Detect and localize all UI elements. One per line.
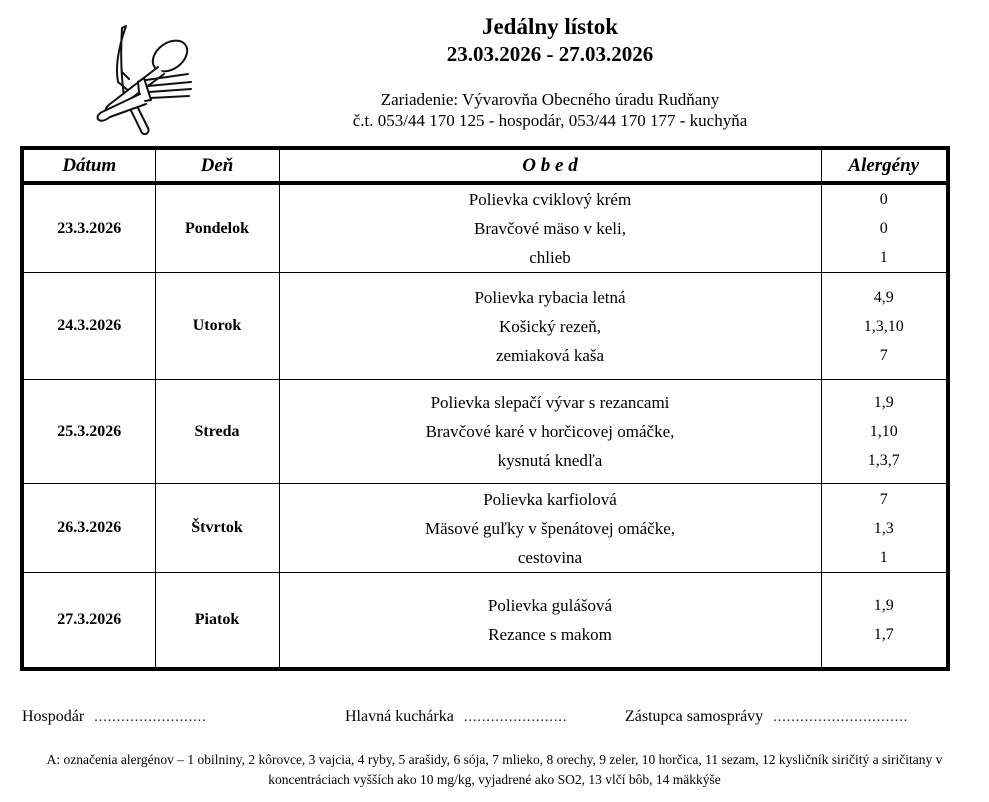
day-cell: Piatok xyxy=(155,573,279,669)
allergens-cell xyxy=(821,573,948,669)
allergen-line: 1 xyxy=(879,249,888,266)
dish-line: Bravčové karé v horčicovej omáčke, xyxy=(425,422,675,441)
allergen-note-line2: koncentráciach vyšších ako 10 mg/kg, vyjadrené ako SO2, 13 vlčí bôb, 14 mäkkýše xyxy=(268,772,721,787)
column-header-obed: O b e d xyxy=(279,148,821,183)
dish-line: kysnutá knedľa xyxy=(497,451,603,470)
signature-hlavna-kucharka xyxy=(345,708,567,726)
page-title: Jedálny lístok xyxy=(481,14,619,39)
table-row xyxy=(22,273,948,380)
column-header-datum: Dátum xyxy=(22,148,155,183)
allergen-line: 1,3,7 xyxy=(867,452,900,469)
facility-line: Zariadenie: Vývarovňa Obecného úradu Rudňany xyxy=(380,90,720,109)
menu-table xyxy=(20,146,950,671)
lunch-cell xyxy=(279,573,821,669)
allergen-line: 0 xyxy=(879,220,888,237)
dish-line: Polievka gulášová xyxy=(487,595,613,615)
dish-line: Polievka karfiolová xyxy=(483,489,617,509)
date-cell: 27.3.2026 xyxy=(22,573,155,669)
column-header-alergeny: Alergény xyxy=(821,148,948,183)
menu-date-range: 23.03.2026 - 27.03.2026 xyxy=(446,42,654,66)
lunch-cell xyxy=(279,183,821,273)
dish-line: Rezance s makom xyxy=(488,624,612,644)
date-cell: 26.3.2026 xyxy=(22,484,155,573)
allergens-cell xyxy=(821,484,948,573)
date-cell: 23.3.2026 xyxy=(22,183,155,273)
allergen-line: 1,7 xyxy=(873,625,894,643)
signature-label: Hlavná kuchárka xyxy=(345,708,454,725)
table-row xyxy=(22,183,948,273)
table-header-row xyxy=(22,148,948,183)
signature-dotted-line: ......................... xyxy=(94,710,207,725)
dish-line: Bravčové mäso v keli, xyxy=(473,219,626,238)
day-cell: Štvrtok xyxy=(155,484,279,573)
table-row xyxy=(22,380,948,484)
signature-label: Zástupca samosprávy xyxy=(625,708,764,725)
column-header-den: Deň xyxy=(155,148,279,183)
signature-zastupca-samospravy xyxy=(625,708,908,726)
allergen-note-line1: A: označenia alergénov – 1 obilniny, 2 kôrovce, 3 vajcia, 4 ryby, 5 arašidy, 6 sója, 7 mlieko, 8 orechy, 9 zeler, 10 horčica, 11 sezam, 12 kysličník siričitý a siričitany v xyxy=(46,752,943,767)
signature-dotted-line: .............................. xyxy=(773,710,909,725)
allergen-line: 1 xyxy=(879,548,888,566)
dish-line: Polievka rybacia letná xyxy=(474,287,626,307)
lunch-cell xyxy=(279,273,821,380)
allergens-cell xyxy=(821,183,948,273)
signature-hospodar xyxy=(22,708,207,726)
lunch-cell xyxy=(279,484,821,573)
allergen-line: 1,10 xyxy=(869,423,898,440)
dish-line: zemiaková kaša xyxy=(495,345,605,365)
allergen-line: 7 xyxy=(879,346,888,364)
day-cell: Pondelok xyxy=(155,183,279,273)
allergen-line: 0 xyxy=(879,191,888,208)
allergen-line: 1,3,10 xyxy=(863,317,904,335)
allergen-note xyxy=(0,750,989,790)
allergen-line: 7 xyxy=(879,490,888,508)
dish-line: chlieb xyxy=(529,248,571,267)
dish-line: Mäsové guľky v špenátovej omáčke, xyxy=(424,518,676,538)
signature-label: Hospodár xyxy=(22,708,85,725)
table-row xyxy=(22,573,948,669)
date-cell: 24.3.2026 xyxy=(22,273,155,380)
allergen-line: 1,3 xyxy=(873,519,894,537)
allergen-line: 4,9 xyxy=(873,288,894,306)
document-header xyxy=(111,12,989,131)
table-row xyxy=(22,484,948,573)
date-cell: 25.3.2026 xyxy=(22,380,155,484)
lunch-cell xyxy=(279,380,821,484)
dish-line: cestovina xyxy=(517,547,583,567)
dish-line: Polievka slepačí vývar s rezancami xyxy=(430,393,670,412)
allergens-cell xyxy=(821,380,948,484)
allergens-cell xyxy=(821,273,948,380)
dish-line: Polievka cviklový krém xyxy=(468,190,632,209)
signature-dotted-line: ....................... xyxy=(463,710,568,725)
allergen-line: 1,9 xyxy=(873,394,894,411)
signature-row xyxy=(0,708,989,732)
day-cell: Streda xyxy=(155,380,279,484)
phone-line: č.t. 053/44 170 125 - hospodár, 053/44 170 177 - kuchyňa xyxy=(352,111,748,130)
allergen-line: 1,9 xyxy=(873,596,894,614)
dish-line: Košický rezeň, xyxy=(499,316,601,336)
day-cell: Utorok xyxy=(155,273,279,380)
